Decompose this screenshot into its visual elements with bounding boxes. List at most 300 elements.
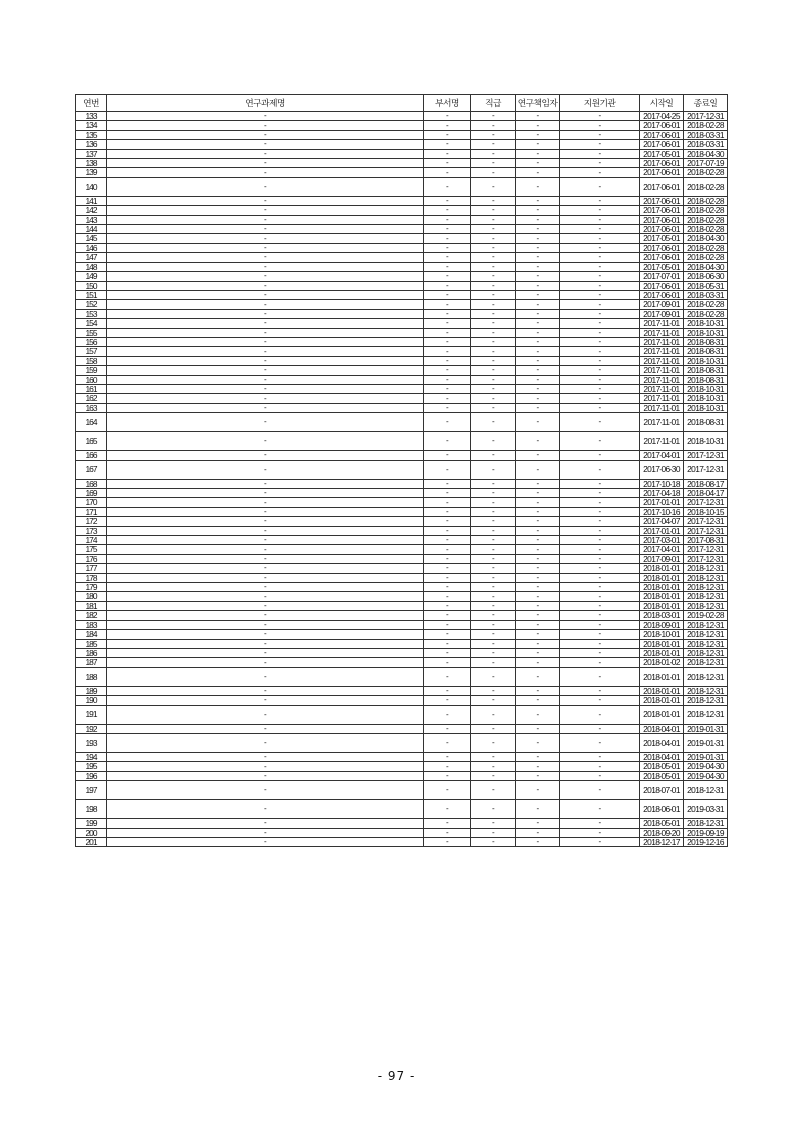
cell-position: - [471,140,516,149]
cell-end-date: 2019-01-31 [684,752,728,761]
cell-project-title: - [107,328,424,337]
table-row [76,149,728,158]
cell-funding-agency: - [560,724,640,733]
cell-serial-number: 182 [76,611,107,620]
table-row [76,517,728,526]
cell-department: - [424,819,471,828]
cell-funding-agency: - [560,819,640,828]
cell-department: - [424,243,471,252]
cell-principal-investigator: - [516,112,560,121]
cell-serial-number: 172 [76,517,107,526]
cell-funding-agency: - [560,262,640,271]
cell-funding-agency: - [560,356,640,365]
cell-principal-investigator: - [516,140,560,149]
table-row [76,366,728,375]
cell-serial-number: 151 [76,290,107,299]
cell-serial-number: 155 [76,328,107,337]
cell-funding-agency: - [560,536,640,545]
cell-principal-investigator: - [516,168,560,177]
cell-principal-investigator: - [516,300,560,309]
cell-serial-number: 147 [76,253,107,262]
cell-end-date: 2018-10-15 [684,507,728,516]
cell-project-title: - [107,733,424,752]
cell-principal-investigator: - [516,724,560,733]
table-row [76,771,728,780]
cell-serial-number: 152 [76,300,107,309]
cell-funding-agency: - [560,658,640,667]
table-row [76,752,728,761]
table-row [76,639,728,648]
table-row [76,384,728,393]
cell-project-title: - [107,583,424,592]
cell-project-title: - [107,819,424,828]
cell-department: - [424,253,471,262]
table-row [76,762,728,771]
cell-end-date: 2017-12-31 [684,112,728,121]
cell-project-title: - [107,356,424,365]
cell-end-date: 2018-12-31 [684,781,728,800]
cell-position: - [471,667,516,686]
cell-department: - [424,281,471,290]
cell-serial-number: 197 [76,781,107,800]
cell-project-title: - [107,498,424,507]
cell-funding-agency: - [560,705,640,724]
cell-position: - [471,601,516,610]
table-row [76,196,728,205]
header-funding-agency: 지원기관 [560,95,640,112]
table-row [76,498,728,507]
cell-position: - [471,611,516,620]
cell-start-date: 2017-06-01 [640,130,684,139]
cell-project-title: - [107,272,424,281]
cell-position: - [471,573,516,582]
table-row [76,451,728,460]
cell-start-date: 2017-09-01 [640,300,684,309]
cell-funding-agency: - [560,253,640,262]
cell-position: - [471,620,516,629]
table-row [76,667,728,686]
cell-department: - [424,639,471,648]
cell-project-title: - [107,413,424,432]
cell-start-date: 2017-11-01 [640,347,684,356]
table-row [76,592,728,601]
cell-position: - [471,686,516,695]
table-row [76,705,728,724]
cell-project-title: - [107,517,424,526]
cell-start-date: 2017-06-01 [640,243,684,252]
cell-serial-number: 176 [76,554,107,563]
cell-end-date: 2018-08-17 [684,479,728,488]
cell-start-date: 2018-05-01 [640,771,684,780]
table-row [76,432,728,451]
cell-position: - [471,451,516,460]
cell-funding-agency: - [560,384,640,393]
cell-project-title: - [107,601,424,610]
cell-principal-investigator: - [516,573,560,582]
cell-department: - [424,630,471,639]
cell-start-date: 2018-01-01 [640,696,684,705]
cell-end-date: 2018-10-31 [684,432,728,451]
cell-project-title: - [107,215,424,224]
cell-start-date: 2017-05-01 [640,234,684,243]
cell-department: - [424,507,471,516]
cell-funding-agency: - [560,686,640,695]
table-row [76,140,728,149]
cell-end-date: 2017-12-31 [684,517,728,526]
cell-department: - [424,498,471,507]
cell-position: - [471,112,516,121]
cell-position: - [471,592,516,601]
cell-department: - [424,149,471,158]
cell-position: - [471,413,516,432]
table-row [76,290,728,299]
cell-project-title: - [107,536,424,545]
cell-principal-investigator: - [516,583,560,592]
table-row [76,611,728,620]
cell-serial-number: 177 [76,564,107,573]
cell-start-date: 2017-06-01 [640,215,684,224]
cell-principal-investigator: - [516,319,560,328]
cell-position: - [471,648,516,657]
cell-funding-agency: - [560,394,640,403]
cell-end-date: 2017-12-31 [684,545,728,554]
table-row [76,281,728,290]
cell-principal-investigator: - [516,394,560,403]
cell-principal-investigator: - [516,819,560,828]
cell-principal-investigator: - [516,403,560,412]
cell-department: - [424,828,471,837]
header-start-date: 시작일 [640,95,684,112]
cell-funding-agency: - [560,413,640,432]
cell-serial-number: 167 [76,460,107,479]
cell-department: - [424,262,471,271]
table-row [76,168,728,177]
cell-project-title: - [107,564,424,573]
cell-start-date: 2018-01-01 [640,686,684,695]
cell-serial-number: 200 [76,828,107,837]
cell-serial-number: 164 [76,413,107,432]
cell-start-date: 2018-01-01 [640,648,684,657]
cell-position: - [471,819,516,828]
cell-department: - [424,319,471,328]
cell-department: - [424,140,471,149]
cell-end-date: 2018-12-31 [684,573,728,582]
cell-funding-agency: - [560,752,640,761]
cell-principal-investigator: - [516,667,560,686]
cell-end-date: 2018-10-31 [684,328,728,337]
table-row [76,206,728,215]
cell-serial-number: 184 [76,630,107,639]
cell-principal-investigator: - [516,290,560,299]
cell-project-title: - [107,451,424,460]
cell-funding-agency: - [560,309,640,318]
cell-position: - [471,300,516,309]
cell-principal-investigator: - [516,639,560,648]
table-row [76,648,728,657]
table-row [76,262,728,271]
cell-department: - [424,592,471,601]
cell-funding-agency: - [560,451,640,460]
cell-funding-agency: - [560,762,640,771]
cell-principal-investigator: - [516,837,560,846]
table-row [76,121,728,130]
cell-start-date: 2017-05-01 [640,262,684,271]
cell-department: - [424,837,471,846]
cell-start-date: 2018-12-17 [640,837,684,846]
cell-project-title: - [107,771,424,780]
cell-funding-agency: - [560,601,640,610]
table-row [76,356,728,365]
cell-end-date: 2018-12-31 [684,667,728,686]
cell-start-date: 2018-07-01 [640,781,684,800]
cell-funding-agency: - [560,630,640,639]
cell-end-date: 2017-07-19 [684,159,728,168]
cell-department: - [424,658,471,667]
table-row [76,630,728,639]
cell-end-date: 2018-08-31 [684,366,728,375]
cell-department: - [424,620,471,629]
cell-start-date: 2017-11-01 [640,432,684,451]
cell-project-title: - [107,347,424,356]
cell-serial-number: 188 [76,667,107,686]
cell-project-title: - [107,234,424,243]
table-row [76,215,728,224]
cell-principal-investigator: - [516,733,560,752]
cell-position: - [471,498,516,507]
cell-funding-agency: - [560,432,640,451]
cell-project-title: - [107,130,424,139]
cell-start-date: 2017-03-01 [640,536,684,545]
cell-project-title: - [107,837,424,846]
cell-serial-number: 140 [76,177,107,196]
cell-serial-number: 156 [76,337,107,346]
cell-position: - [471,724,516,733]
cell-serial-number: 175 [76,545,107,554]
cell-end-date: 2017-12-31 [684,460,728,479]
cell-start-date: 2017-11-01 [640,384,684,393]
table-row [76,460,728,479]
cell-project-title: - [107,432,424,451]
cell-end-date: 2018-02-28 [684,225,728,234]
cell-project-title: - [107,112,424,121]
cell-position: - [471,366,516,375]
cell-serial-number: 154 [76,319,107,328]
cell-position: - [471,159,516,168]
cell-principal-investigator: - [516,620,560,629]
cell-principal-investigator: - [516,601,560,610]
cell-serial-number: 144 [76,225,107,234]
cell-end-date: 2018-02-28 [684,196,728,205]
cell-principal-investigator: - [516,498,560,507]
cell-end-date: 2018-02-28 [684,121,728,130]
cell-principal-investigator: - [516,328,560,337]
cell-department: - [424,536,471,545]
table-row [76,837,728,846]
cell-start-date: 2018-05-01 [640,762,684,771]
cell-department: - [424,583,471,592]
cell-start-date: 2017-10-18 [640,479,684,488]
cell-funding-agency: - [560,648,640,657]
cell-position: - [471,781,516,800]
cell-start-date: 2017-06-01 [640,168,684,177]
cell-position: - [471,215,516,224]
cell-serial-number: 174 [76,536,107,545]
cell-funding-agency: - [560,828,640,837]
cell-project-title: - [107,243,424,252]
cell-department: - [424,309,471,318]
cell-end-date: 2018-12-31 [684,601,728,610]
cell-end-date: 2018-12-31 [684,583,728,592]
cell-position: - [471,225,516,234]
table-row [76,724,728,733]
cell-project-title: - [107,281,424,290]
cell-serial-number: 160 [76,375,107,384]
table-row [76,583,728,592]
cell-principal-investigator: - [516,366,560,375]
table-row [76,300,728,309]
cell-project-title: - [107,611,424,620]
cell-funding-agency: - [560,366,640,375]
cell-department: - [424,206,471,215]
cell-funding-agency: - [560,611,640,620]
cell-principal-investigator: - [516,762,560,771]
cell-funding-agency: - [560,583,640,592]
cell-start-date: 2018-01-01 [640,601,684,610]
page-number: - 97 - [377,1069,416,1083]
cell-principal-investigator: - [516,375,560,384]
cell-serial-number: 169 [76,489,107,498]
cell-funding-agency: - [560,696,640,705]
cell-funding-agency: - [560,526,640,535]
cell-project-title: - [107,253,424,262]
cell-serial-number: 143 [76,215,107,224]
table-row [76,225,728,234]
cell-funding-agency: - [560,489,640,498]
cell-funding-agency: - [560,300,640,309]
cell-department: - [424,686,471,695]
cell-funding-agency: - [560,319,640,328]
cell-end-date: 2018-04-30 [684,149,728,158]
cell-principal-investigator: - [516,281,560,290]
cell-serial-number: 162 [76,394,107,403]
cell-department: - [424,762,471,771]
cell-funding-agency: - [560,507,640,516]
cell-funding-agency: - [560,517,640,526]
cell-serial-number: 190 [76,696,107,705]
cell-department: - [424,366,471,375]
cell-start-date: 2017-04-18 [640,489,684,498]
cell-position: - [471,262,516,271]
cell-principal-investigator: - [516,507,560,516]
cell-position: - [471,319,516,328]
cell-project-title: - [107,686,424,695]
cell-principal-investigator: - [516,262,560,271]
cell-funding-agency: - [560,781,640,800]
cell-position: - [471,253,516,262]
cell-department: - [424,800,471,819]
cell-start-date: 2017-11-01 [640,356,684,365]
table-row [76,243,728,252]
cell-funding-agency: - [560,667,640,686]
cell-end-date: 2018-12-31 [684,620,728,629]
cell-department: - [424,159,471,168]
table-row [76,375,728,384]
cell-project-title: - [107,658,424,667]
cell-project-title: - [107,177,424,196]
cell-serial-number: 196 [76,771,107,780]
cell-end-date: 2018-10-31 [684,384,728,393]
cell-end-date: 2019-01-31 [684,724,728,733]
table-row [76,159,728,168]
cell-principal-investigator: - [516,536,560,545]
header-principal-investigator: 연구책임자 [516,95,560,112]
table-row [76,545,728,554]
table-row [76,319,728,328]
cell-serial-number: 136 [76,140,107,149]
cell-start-date: 2017-04-01 [640,545,684,554]
cell-serial-number: 192 [76,724,107,733]
cell-principal-investigator: - [516,356,560,365]
cell-start-date: 2017-09-01 [640,554,684,563]
cell-end-date: 2018-12-31 [684,639,728,648]
cell-end-date: 2018-02-28 [684,243,728,252]
cell-end-date: 2018-12-31 [684,630,728,639]
cell-position: - [471,337,516,346]
cell-position: - [471,828,516,837]
cell-funding-agency: - [560,112,640,121]
cell-end-date: 2018-02-28 [684,168,728,177]
cell-position: - [471,507,516,516]
cell-department: - [424,724,471,733]
cell-start-date: 2018-04-01 [640,733,684,752]
cell-department: - [424,648,471,657]
cell-department: - [424,112,471,121]
cell-serial-number: 186 [76,648,107,657]
header-end-date: 종료일 [684,95,728,112]
cell-funding-agency: - [560,130,640,139]
cell-start-date: 2017-06-01 [640,177,684,196]
cell-department: - [424,215,471,224]
cell-funding-agency: - [560,573,640,582]
cell-principal-investigator: - [516,696,560,705]
cell-funding-agency: - [560,159,640,168]
cell-funding-agency: - [560,290,640,299]
cell-serial-number: 165 [76,432,107,451]
cell-project-title: - [107,319,424,328]
cell-principal-investigator: - [516,479,560,488]
cell-position: - [471,309,516,318]
cell-department: - [424,733,471,752]
cell-serial-number: 185 [76,639,107,648]
cell-funding-agency: - [560,149,640,158]
cell-serial-number: 146 [76,243,107,252]
cell-end-date: 2018-02-28 [684,309,728,318]
cell-project-title: - [107,460,424,479]
cell-start-date: 2018-04-01 [640,724,684,733]
cell-serial-number: 141 [76,196,107,205]
cell-start-date: 2018-01-01 [640,667,684,686]
cell-start-date: 2017-06-01 [640,253,684,262]
cell-department: - [424,394,471,403]
cell-end-date: 2018-04-30 [684,262,728,271]
cell-project-title: - [107,121,424,130]
cell-serial-number: 148 [76,262,107,271]
cell-principal-investigator: - [516,215,560,224]
cell-serial-number: 189 [76,686,107,695]
cell-department: - [424,337,471,346]
cell-serial-number: 181 [76,601,107,610]
cell-principal-investigator: - [516,206,560,215]
